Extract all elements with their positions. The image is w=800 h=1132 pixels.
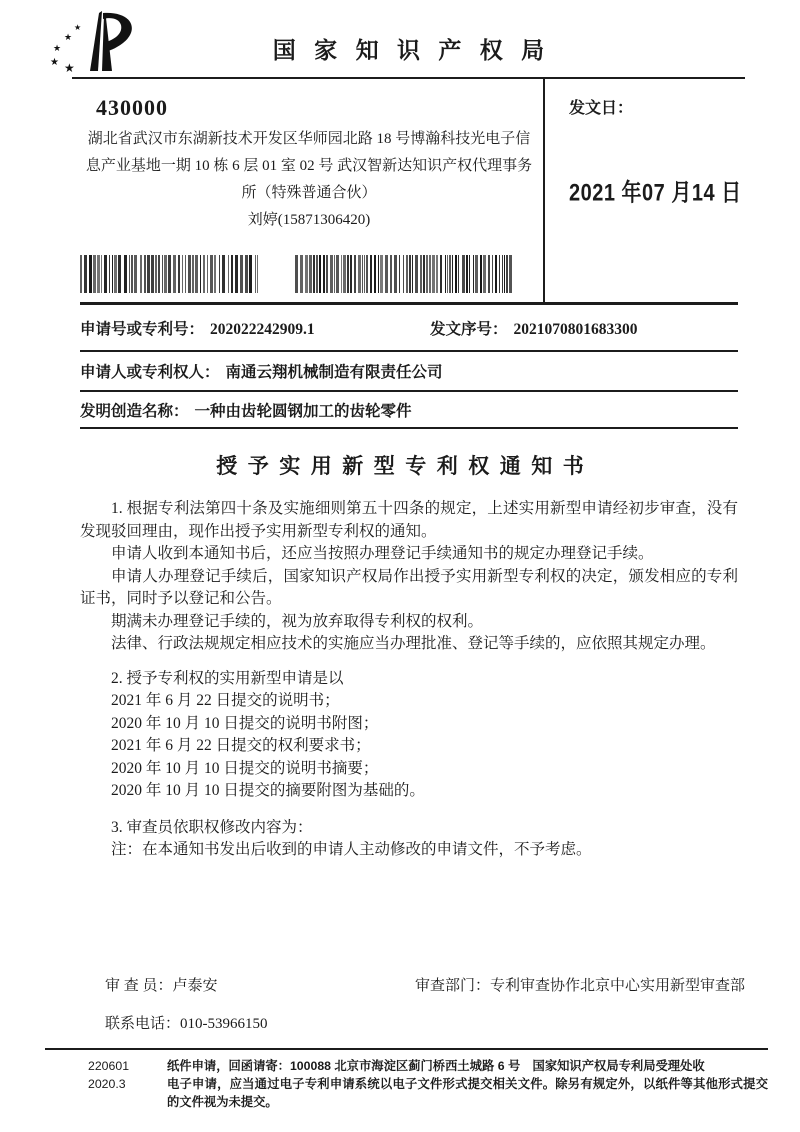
row-application-number <box>80 305 738 352</box>
recipient-section <box>80 79 742 305</box>
row-invention-title <box>80 392 738 429</box>
applicant-label: 申请人或专利权人： <box>80 364 220 381</box>
recipient-address <box>80 126 538 234</box>
form-code <box>45 1057 167 1111</box>
dispatch-no-value: 2021070801683300 <box>513 320 638 338</box>
dispatch-date-value: 2021 年07 月14 日 <box>569 180 742 207</box>
paragraph-group-grant <box>80 498 738 656</box>
body-paragraph: 期满未办理登记手续的，视为放弃取得专利权的权利。 <box>111 612 484 630</box>
field-rows <box>80 305 738 429</box>
footer-notes <box>167 1057 768 1111</box>
basis-line: 2020 年 10 月 10 日提交的说明书附图； <box>111 714 379 732</box>
footer <box>45 1048 768 1111</box>
invention-title-value: 一种由齿轮圆钢加工的齿轮零件 <box>194 402 412 420</box>
examiner-label: 审 查 员： <box>105 977 173 994</box>
phone-label: 联系电话： <box>105 1015 181 1032</box>
notice-body <box>80 498 738 862</box>
examiner-name: 卢泰安 <box>172 977 218 994</box>
applicant-value: 南通云翔机械制造有限责任公司 <box>225 364 443 381</box>
form-code-line: 2020.3 <box>88 1077 126 1091</box>
department-label: 审查部门： <box>415 977 491 994</box>
invention-title-label: 发明创造名称： <box>80 402 189 420</box>
body-paragraph: 申请人办理登记手续后，国家知识产权局作出授予实用新型专利权的决定，颁发相应的专利证书，同时予以登记和公告。 <box>80 567 738 607</box>
barcode-left <box>80 255 263 293</box>
svg-text:★: ★ <box>74 23 82 32</box>
notice-title: 授予实用新型专利权通知书 <box>216 455 595 478</box>
paragraph-group-basis <box>80 668 738 803</box>
basis-line: 2021 年 6 月 22 日提交的说明书； <box>111 692 340 709</box>
dispatch-date-label: 发文日： <box>569 100 634 117</box>
amendment-line: 3. 审查员依职权修改内容为： <box>111 818 313 836</box>
phone-number: 010-53966150 <box>180 1015 268 1032</box>
address-line: 息产业基地一期 10 栋 6 层 01 室 02 号 武汉智新达知识产权代理事务 <box>85 158 533 174</box>
examiner-section <box>80 974 746 1033</box>
basis-line: 2. 授予专利权的实用新型申请是以 <box>111 669 344 687</box>
footer-note-paper: 纸件申请，回函请寄：100088 北京市海淀区蓟门桥西土城路 6 号 国家知识产权局专利局受理处收 <box>167 1059 705 1073</box>
address-line: 湖北省武汉市东湖新技术开发区华师园北路 18 号博瀚科技光电子信 <box>87 131 531 147</box>
basis-line: 2020 年 10 月 10 日提交的说明书摘要； <box>111 759 379 777</box>
footer-note-electronic: 电子申请，应当通过电子专利申请系统以电子文件形式提交相关文件。除另有规定外，以纸件等其他形式提交的文件视为未提交。 <box>167 1077 768 1109</box>
svg-text:★: ★ <box>50 57 59 68</box>
amendment-line: 注：在本通知书发出后收到的申请人主动修改的申请文件，不予考虑。 <box>111 841 592 858</box>
department-name: 专利审查协作北京中心实用新型审查部 <box>490 977 746 994</box>
body-paragraph: 1. 根据专利法第四十条及实施细则第五十四条的规定，上述实用新型申请经初步审查，没有发现驳回理由，现作出授予实用新型专利权的通知。 <box>80 500 738 540</box>
postal-code: 430000 <box>96 95 168 120</box>
body-paragraph: 申请人收到本通知书后，还应当按照办理登记手续通知书的规定办理登记手续。 <box>111 545 654 562</box>
svg-text:★: ★ <box>64 32 73 42</box>
address-line: 所（特殊普通合伙） <box>241 185 377 201</box>
barcode-right <box>295 255 516 293</box>
agency-title: 国家知识产权局 <box>272 37 563 63</box>
basis-line: 2021 年 6 月 22 日提交的权利要求书； <box>111 737 371 754</box>
svg-text:★: ★ <box>53 43 62 53</box>
body-paragraph: 法律、行政法规规定相应技术的实施应当办理批准、登记等手续的，应依照其规定办理。 <box>111 635 716 652</box>
dispatch-no-label: 发文序号： <box>430 320 508 338</box>
application-no-label: 申请号或专利号： <box>80 320 205 338</box>
form-code-line: 220601 <box>88 1059 130 1073</box>
document-header <box>50 0 745 79</box>
paragraph-group-amendment <box>80 817 738 862</box>
address-line: 刘婷(15871306420) <box>247 212 371 228</box>
contact-phone-row <box>80 1012 738 1033</box>
basis-line: 2020 年 10 月 10 日提交的摘要附图为基础的。 <box>111 782 425 799</box>
cnipa-logo-icon <box>48 10 144 76</box>
svg-text:★: ★ <box>64 61 75 75</box>
dispatch-date-box <box>543 79 800 302</box>
row-applicant <box>80 352 738 392</box>
application-no-value: 202022242909.1 <box>210 320 315 338</box>
